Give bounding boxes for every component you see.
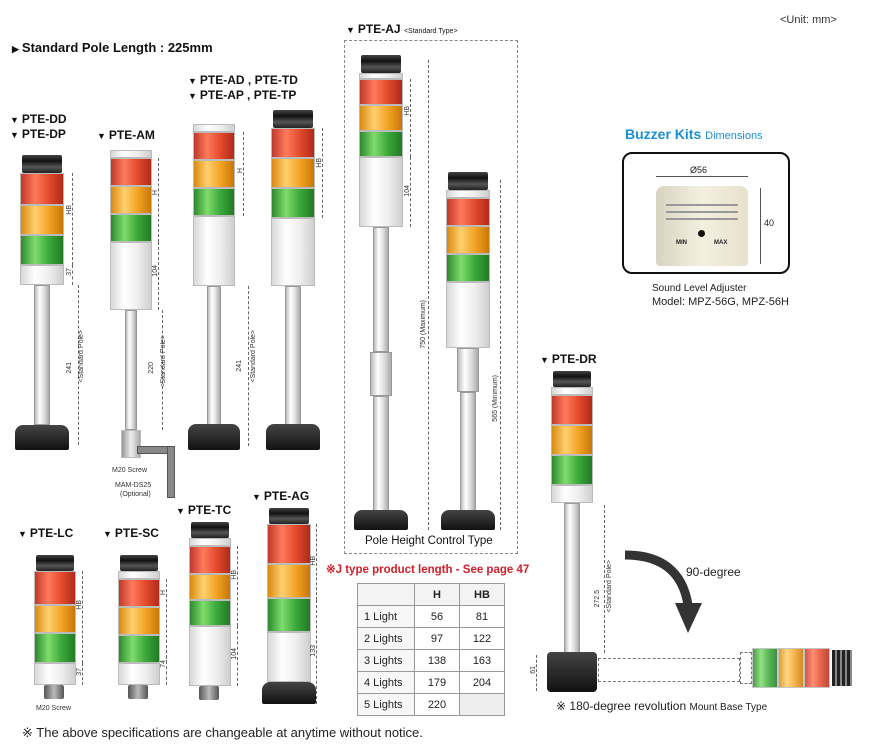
dim-std-pole: <Standard Pole> — [160, 335, 167, 388]
tower-cap — [553, 371, 591, 387]
dim-hb: HB — [316, 158, 323, 168]
model-dr: PTE-DR — [551, 352, 597, 366]
table-row — [358, 672, 505, 694]
dim-std-pole: <Standard Pole> — [78, 330, 85, 383]
lamp-amber — [193, 160, 235, 188]
mam-label: MAM-DS25 — [115, 482, 152, 489]
pole — [564, 503, 580, 653]
tower-cap — [22, 155, 62, 173]
lamp-red — [359, 79, 403, 105]
buzzer-diameter: Ø56 — [690, 165, 708, 175]
model-label-ag — [252, 489, 309, 504]
tower-cap — [832, 650, 852, 686]
model-sc: PTE-SC — [114, 526, 159, 540]
lamp-amber — [110, 186, 152, 214]
table-row — [358, 606, 505, 628]
table-cell: 5 Lights — [358, 694, 415, 716]
j-type-note: ※J type product length - See page 47 — [326, 564, 530, 576]
model-values: MPZ-56G, MPZ-56H — [688, 296, 789, 308]
table-cell: 56 — [415, 606, 460, 628]
tower-body — [118, 663, 160, 685]
lamp-amber — [271, 158, 315, 188]
mount-base — [188, 424, 240, 450]
lamp-red — [34, 571, 76, 605]
table-header-cell — [358, 584, 415, 606]
tower-body — [20, 265, 64, 285]
dim-241: 241 — [66, 362, 73, 374]
model-label-sc — [103, 526, 159, 541]
table-cell: 179 — [415, 672, 460, 694]
lamp-red — [110, 158, 152, 186]
dim-565: 565 (Minimum) — [492, 375, 499, 422]
lamp-red — [271, 128, 315, 158]
lamp-red — [20, 173, 64, 205]
dim-220: 220 — [148, 362, 155, 374]
table-cell: 2 Lights — [358, 628, 415, 650]
tower-cap — [448, 172, 488, 190]
screw — [199, 686, 219, 700]
tower-top — [189, 538, 231, 546]
triangle-down-icon: ▼ — [188, 76, 197, 86]
tower-body — [267, 632, 311, 682]
buzzer-model-line — [652, 296, 789, 308]
dim-std-pole: <Standard Pole> — [606, 560, 613, 613]
dim-241: 241 — [236, 360, 243, 372]
table-header-row — [358, 584, 505, 606]
buzzer-panel — [622, 152, 790, 274]
tower-cap — [36, 555, 74, 571]
dim-61: 61 — [530, 666, 537, 674]
dim-hb: HB — [310, 556, 317, 566]
lamp-red — [551, 395, 593, 425]
model-ag: PTE-AG — [263, 489, 310, 503]
lamp-green — [193, 188, 235, 216]
tower-body — [446, 282, 490, 348]
pole — [207, 286, 221, 426]
pole — [460, 392, 476, 512]
pole-upper — [373, 227, 389, 352]
model-label-dd-dp — [10, 112, 67, 142]
model-ap-tp: PTE-AP , PTE-TP — [199, 88, 297, 102]
lamp-red — [267, 524, 311, 564]
pole-joint — [457, 348, 479, 392]
lamp-amber — [118, 607, 160, 635]
lamp-red — [804, 648, 830, 688]
pole-length-text: Standard Pole Length : 225mm — [21, 40, 213, 55]
lamp-green — [752, 648, 778, 688]
model-tc: PTE-TC — [187, 503, 232, 517]
model-label-lc — [18, 526, 73, 541]
table-row — [358, 650, 505, 672]
dim-133: 133 — [310, 645, 317, 657]
triangle-down-icon: ▼ — [188, 91, 197, 101]
footnote: ※ The above specifications are changeable at anytime without notice. — [22, 725, 423, 740]
table-cell: 122 — [460, 628, 505, 650]
model-dd: PTE-DD — [21, 112, 67, 126]
screw — [128, 685, 148, 699]
buzzer-title — [625, 126, 763, 142]
lamp-green — [34, 633, 76, 663]
lamp-amber — [267, 564, 311, 598]
tower-cap — [269, 508, 309, 524]
dim-hb: HB — [76, 600, 83, 610]
triangle-down-icon: ▼ — [540, 355, 549, 365]
triangle-down-icon: ▼ — [346, 25, 355, 35]
lamp-amber — [20, 205, 64, 235]
rotation-caption-main: ※ 180-degree revolution — [556, 699, 687, 713]
dim-104: 104 — [231, 648, 238, 660]
model-label: Model: — [652, 296, 686, 308]
tower-body — [34, 663, 76, 685]
tower-body — [271, 218, 315, 286]
table-cell: 163 — [460, 650, 505, 672]
lamp-red — [193, 132, 235, 160]
mount-base — [441, 510, 495, 530]
tower-top — [551, 387, 593, 395]
model-label-ad-ap — [188, 73, 298, 103]
lamp-amber — [34, 605, 76, 633]
table-cell: 1 Light — [358, 606, 415, 628]
dim-750: 750 (Maximum) — [420, 300, 427, 349]
tower-top — [446, 190, 490, 198]
triangle-right-icon: ▶ — [12, 44, 19, 54]
pole — [34, 285, 50, 425]
lamp-red — [189, 546, 231, 574]
table-cell: 3 Lights — [358, 650, 415, 672]
mount-base — [15, 425, 69, 450]
table-row — [358, 628, 505, 650]
tower-body — [551, 485, 593, 503]
adjuster-knob — [698, 230, 705, 237]
lamp-red — [118, 579, 160, 607]
optional-label: (Optional) — [120, 491, 151, 498]
triangle-down-icon: ▼ — [10, 130, 19, 140]
tower-body — [193, 216, 235, 286]
pole-joint — [370, 352, 392, 396]
lamp-green — [118, 635, 160, 663]
dim-272: 272.5 — [594, 590, 601, 608]
pole-lower — [373, 396, 389, 512]
mount-base — [262, 682, 316, 704]
rotation-angle: 90-degree — [686, 565, 741, 579]
spec-table — [357, 583, 505, 716]
lamp-green — [189, 600, 231, 626]
model-label-tc — [176, 503, 231, 518]
table-header-cell: H — [415, 584, 460, 606]
model-ad-td: PTE-AD , PTE-TD — [199, 73, 298, 87]
tower-top — [193, 124, 235, 132]
triangle-down-icon: ▼ — [10, 115, 19, 125]
table-cell: 220 — [415, 694, 460, 716]
lamp-amber — [778, 648, 804, 688]
tower-cap — [361, 55, 401, 73]
model-dp: PTE-DP — [21, 127, 66, 141]
lamp-green — [20, 235, 64, 265]
triangle-down-icon: ▼ — [176, 506, 185, 516]
model-label-aj — [346, 22, 458, 39]
bracket-arm — [167, 446, 175, 498]
dim-hb: HB — [66, 205, 73, 215]
table-cell — [460, 694, 505, 716]
mount-base — [354, 510, 408, 530]
model-lc: PTE-LC — [29, 526, 74, 540]
lamp-green — [267, 598, 311, 632]
lamp-amber — [446, 226, 490, 254]
dim-std-pole: <Standard Pole> — [250, 330, 257, 383]
lamp-red — [446, 198, 490, 226]
dim-37: 37 — [76, 668, 83, 676]
unit-label: <Unit: mm> — [780, 14, 837, 26]
model-aj-note: <Standard Type> — [403, 28, 458, 35]
lamp-green — [446, 254, 490, 282]
max-label: MAX — [714, 240, 728, 246]
pole — [125, 310, 137, 430]
model-am: PTE-AM — [108, 128, 155, 142]
table-cell: 4 Lights — [358, 672, 415, 694]
model-label-dr — [540, 352, 597, 367]
dim-74: 74 — [160, 660, 167, 668]
dim-h: H — [152, 190, 159, 196]
dim-h: H — [160, 590, 167, 596]
table-cell: 204 — [460, 672, 505, 694]
triangle-down-icon: ▼ — [97, 131, 106, 141]
table-cell: 81 — [460, 606, 505, 628]
lamp-green — [271, 188, 315, 218]
rotation-caption — [556, 699, 767, 713]
dim-h: H — [237, 168, 244, 174]
tower-cap — [273, 110, 313, 128]
table-header-cell: HB — [460, 584, 505, 606]
buzzer-title-text: Buzzer Kits — [625, 126, 702, 142]
rotated-tower — [740, 648, 860, 688]
dim-104: 104 — [404, 185, 411, 197]
rotation-arrow-icon — [620, 545, 710, 640]
tower-top — [118, 571, 160, 579]
buzzer-height: 40 — [764, 218, 775, 228]
dim-104: 104 — [152, 265, 159, 277]
model-aj: PTE-AJ — [357, 22, 401, 36]
pole — [285, 286, 301, 426]
lamp-amber — [551, 425, 593, 455]
tower-top — [110, 150, 152, 158]
mount-base — [547, 652, 597, 692]
pole-length-heading — [12, 40, 213, 55]
m20-screw — [44, 685, 64, 699]
buzzer-body — [656, 186, 748, 266]
aj-caption: Pole Height Control Type — [365, 535, 493, 547]
rotation-caption-sub: Mount Base Type — [689, 702, 768, 713]
lamp-green — [359, 131, 403, 157]
table-row — [358, 694, 505, 716]
buzzer-subtitle: Dimensions — [705, 130, 763, 142]
lamp-green — [110, 214, 152, 242]
triangle-down-icon: ▼ — [103, 529, 112, 539]
lamp-amber — [359, 105, 403, 131]
tower-body — [110, 242, 152, 310]
model-label-am — [97, 128, 155, 143]
m20-label: M20 Screw — [112, 467, 148, 474]
min-label: MIN — [676, 240, 687, 246]
dim-hb: HB — [404, 106, 411, 116]
triangle-down-icon: ▼ — [252, 492, 261, 502]
dim-37: 37 — [66, 268, 73, 276]
tower-body — [359, 157, 403, 227]
tower-cap — [191, 522, 229, 538]
rotated-pole-outline — [598, 658, 740, 682]
dim-hb: HB — [231, 570, 238, 580]
table-cell: 138 — [415, 650, 460, 672]
tower-cap — [120, 555, 158, 571]
table-cell: 97 — [415, 628, 460, 650]
triangle-down-icon: ▼ — [18, 529, 27, 539]
lamp-amber — [189, 574, 231, 600]
lamp-green — [551, 455, 593, 485]
adjuster-label: Sound Level Adjuster — [652, 283, 747, 294]
tower-body — [189, 626, 231, 686]
m20-label: M20 Screw — [36, 705, 72, 712]
mount-base — [266, 424, 320, 450]
